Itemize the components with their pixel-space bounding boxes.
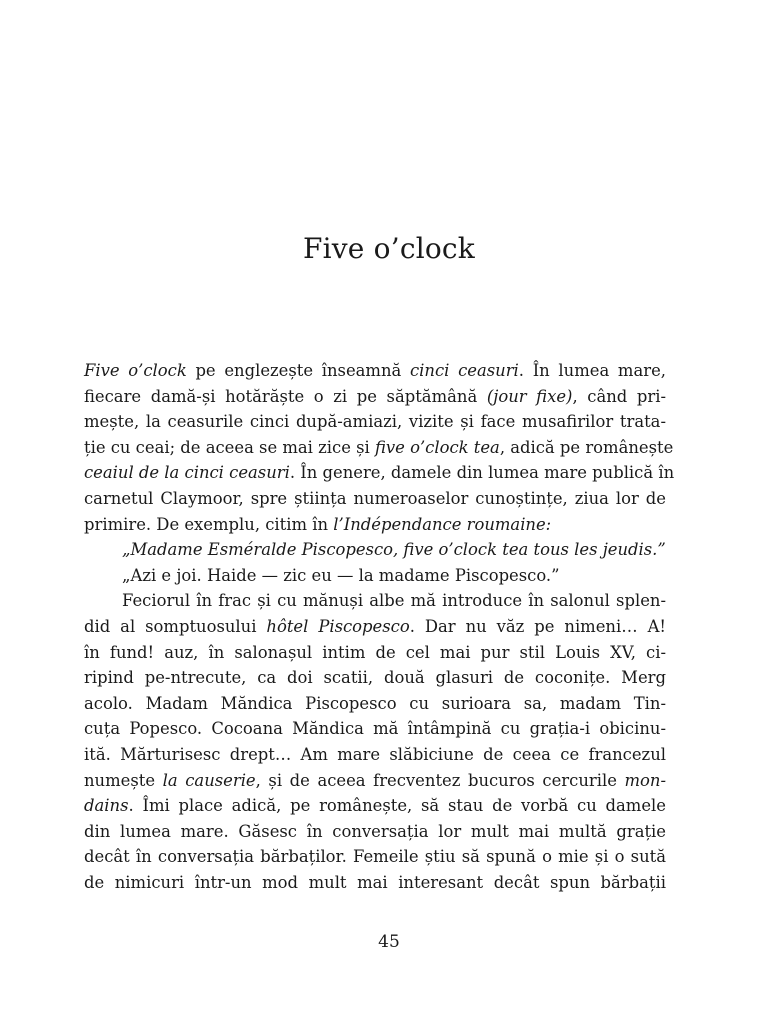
chapter-title: Five o’clock (303, 232, 475, 265)
text-line: ită. Mărturisesc drept… Am mare slăbiciune de ceea ce francezul (84, 744, 666, 764)
quote-line: „Madame Esméralde Piscopesco, five o’clock tea tous les jeudis.” (122, 540, 666, 560)
text-line: din lumea mare. Găsesc în conversația lor mult mai multă grație (84, 821, 666, 841)
text-line: mește, la ceasurile cinci după-amiazi, vizite și face musafirilor trata- (84, 412, 666, 432)
text-line: primire. De exemplu, citim în l’Indépendance roumaine: (84, 514, 552, 534)
text-line: dains. Îmi place adică, pe românește, să stau de vorbă cu damele (84, 796, 666, 816)
text-line: Five o’clock pe englezește înseamnă cinci ceasuri. În lumea mare, (84, 361, 666, 380)
text-line: numește la causerie, și de aceea frecventez bucuros cercurile mon- (84, 770, 666, 790)
text-line: în fund! auz, în salonașul intim de cel mai pur stil Louis XV, ci- (84, 642, 666, 662)
text-line: ripind pe-ntrecute, ca doi scatii, două glasuri de coconițe. Merg (84, 668, 666, 688)
page-number: 45 (378, 932, 400, 952)
text-line: cuța Popesco. Cocoana Măndica mă întâmpină cu grația-i obicinu- (84, 719, 666, 739)
text-line: decât în conversația bărbaților. Femeile știu să spună o mie și o sută (84, 847, 666, 867)
text-line: carnetul Claymoor, spre știința numeroaselor cunoștințe, ziua lor de (84, 488, 666, 508)
text-line: ție cu ceai; de aceea se mai zice și five o’clock tea, adică pe românește (84, 437, 674, 457)
dialogue-line: „Azi e joi. Haide — zic eu — la madame Piscopesco.” (122, 565, 560, 585)
text-line: ceaiul de la cinci ceasuri. În genere, damele din lumea mare publică în (84, 463, 675, 483)
text-line: Feciorul în frac și cu mănuși albe mă introduce în salonul splen- (122, 591, 666, 611)
body-text (84, 358, 675, 895)
text-line: de nimicuri într-un mod mult mai interesant decât spun bărbații (84, 872, 666, 892)
text-line: did al somptuosului hôtel Piscopesco. Dar nu văz pe nimeni… A! (84, 616, 666, 636)
text-line: acolo. Madam Măndica Piscopesco cu surioara sa, madam Tin- (84, 693, 666, 713)
text-line: fiecare damă-și hotărăște o zi pe săptămână (jour fixe), când pri- (84, 386, 666, 406)
